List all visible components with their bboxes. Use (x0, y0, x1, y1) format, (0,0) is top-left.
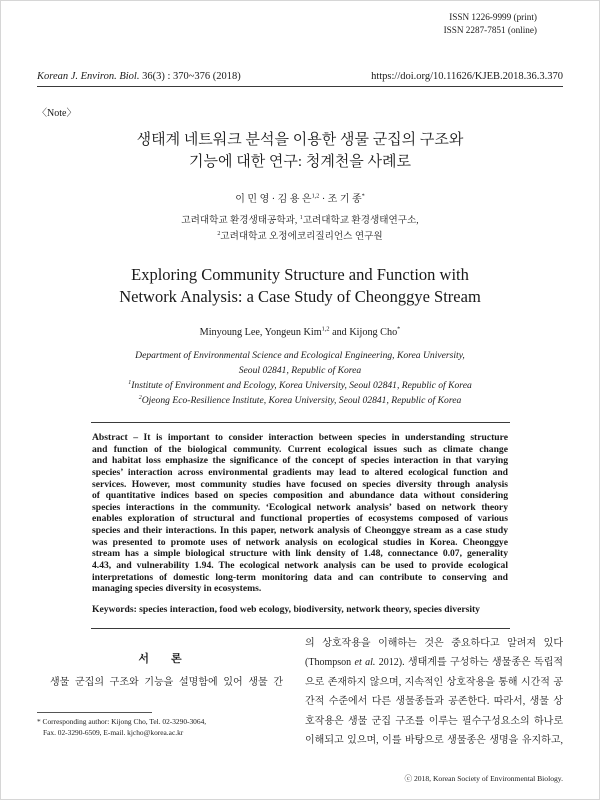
abstract-line: stream has a simple biological structure with link density of 1.48, connectance 0.07, generality (92, 548, 508, 560)
english-title (0, 264, 600, 308)
korean-title-line: 기능에 대한 연구: 청계천을 사례로 (188, 154, 412, 170)
affiliation-line (0, 213, 600, 229)
affiliation-line (0, 378, 600, 393)
affiliation-text: 고려대학교 환경생태연구소, (302, 215, 419, 226)
abstract-line: was presented to promote uses of network analysis on ecological studies in Korea. Cheonggye (92, 536, 508, 548)
abstract-dash: – (133, 432, 139, 443)
author-name: 김 용 은 (277, 194, 312, 205)
journal-citation (37, 70, 241, 84)
abstract-line: 4.43, and vulnerability 1.94. The ecological network analysis can be used to provide ecological (92, 560, 508, 572)
abstract-label: Abstract (92, 432, 128, 443)
body-line: 호작용은 생물 군집 구조를 이루는 필수구성요소의 하나로 (305, 715, 563, 727)
article-type: 〈Note〉 (37, 108, 77, 119)
left-column-paragraph (37, 676, 283, 690)
affiliation-line: Seoul 02841, Republic of Korea (238, 365, 362, 376)
copyright-notice: ⓒ 2018, Korean Society of Environmental Biology. (404, 774, 563, 783)
english-title-line: Exploring Community Structure and Function with (131, 265, 469, 284)
author-conjunction: and (332, 327, 347, 338)
email-link[interactable]: kjcho@korea.ac.kr (127, 728, 184, 737)
affiliation-mark: 2 (138, 394, 142, 401)
body-line: 생물 군집의 구조와 기능을 설명함에 있어 생물 간 (50, 677, 283, 688)
abstract-line: of quantitative indices based on species composition and abundance data without considering (92, 490, 508, 502)
english-affiliations (0, 348, 600, 408)
affiliation-text: Ojeong Eco-Resilience Institute, Korea University, Seoul 02841, Republic of Korea (141, 395, 462, 406)
author-separator: · (321, 194, 326, 205)
keywords-bottom-rule (91, 628, 510, 629)
affiliation-text: Institute of Environment and Ecology, Korea University, Seoul 02841, Republic of Korea (131, 380, 472, 391)
author-name: 이 민 영 (235, 194, 270, 205)
affiliation-text: 고려대학교 오정에코리질리언스 연구원 (220, 231, 383, 242)
korean-title (0, 129, 600, 173)
affiliation-mark: 1 (128, 379, 132, 386)
abstract-line: species and their interactions. In this paper, network analysis of Cheonggye stream as a case study (92, 525, 508, 537)
english-title-line: Network Analysis: a Case Study of Cheonggye Stream (119, 287, 481, 306)
issn-print: ISSN 1226-9999 (print) (449, 12, 537, 22)
corresponding-mark: * (397, 325, 401, 333)
abstract-text: It is important to consider interaction between species in understanding structure (143, 432, 508, 443)
doi-link[interactable]: https://doi.org/10.11626/KJEB.2018.36.3.370 (371, 71, 563, 82)
body-line (305, 653, 563, 672)
citation-author: (Thompson (305, 657, 352, 669)
journal-name: Korean J. Environ. Biol. (37, 71, 140, 82)
abstract-line: species interactions in the community. ‘Ecological network analysis’ based on network theory (92, 501, 508, 513)
footnote-fax: Fax. 02-3290-6509, E-mail. (43, 728, 126, 737)
abstract-line: species’ interaction across environmental gradients may lead to altered ecological function and (92, 466, 508, 478)
keywords-text: species interaction, food web ecology, biodiversity, network theory, species diversity (139, 604, 480, 615)
section-heading: 서 론 (138, 653, 182, 665)
author-name: Minyoung Lee, Yongeun Kim (199, 327, 322, 338)
affiliation-line (0, 229, 600, 245)
affiliation-line (0, 393, 600, 408)
footnote-line: * Corresponding author: Kijong Cho, Tel. 02-3290-3064, (37, 717, 207, 726)
abstract-line: and function of the biological community. Current ecological issues such as climate change (92, 443, 508, 455)
running-header (37, 70, 563, 84)
footnote-line (37, 727, 287, 738)
footnote-rule (37, 712, 152, 713)
body-line: 간적 수준에서 다른 생물종들과 공존한다. 따라서, 생물 상 (305, 696, 563, 708)
korean-authors (0, 193, 600, 207)
issn-online: ISSN 2287-7851 (online) (443, 25, 537, 35)
body-line: 으로 존재하지 않으며, 지속적인 상호작용을 통해 시간적 공 (305, 676, 563, 688)
english-authors (0, 326, 600, 340)
affiliation-line: Department of Environmental Science and Ecological Engineering, Korea University, (135, 350, 465, 361)
body-line: 이해되고 있으며, 이를 바탕으로 생물종은 생명을 유지하고, (305, 734, 563, 746)
author-name: Kijong Cho (349, 327, 398, 338)
korean-title-line: 생태계 네트워크 분석을 이용한 생물 군집의 구조와 (136, 132, 464, 148)
corresponding-author-footnote (37, 716, 287, 738)
abstract (92, 432, 508, 595)
abstract-line: managing species diversity in ecosystems. (92, 583, 262, 595)
affiliation-mark: 2 (217, 230, 221, 237)
header-rule (37, 86, 563, 87)
affiliation-mark: 1,2 (321, 325, 330, 333)
author-separator: · (271, 194, 276, 205)
affiliation-mark: 1 (299, 214, 303, 221)
keywords-label: Keywords: (92, 604, 137, 615)
right-column-paragraph (305, 634, 563, 750)
author-name: 조 기 종 (327, 194, 362, 205)
keywords (92, 604, 508, 616)
citation-et-al: et al. (354, 657, 376, 669)
affiliation-mark: 1,2 (311, 192, 320, 200)
issue-pages: 36(3) : 370~376 (2018) (142, 71, 241, 82)
abstract-line: interpretations of domestic long-term monitoring data and can contribute to conserving and (92, 571, 508, 583)
abstract-line: enables exploration of structural and functional properties of ecosystems composed of various (92, 513, 508, 525)
corresponding-mark: * (361, 192, 365, 200)
abstract-top-rule (91, 422, 510, 423)
abstract-line: services. However, most community studies have focused on species diversity through analysis (92, 478, 508, 490)
body-line: 의 상호작용을 이해하는 것은 중요하다고 알려져 있다 (305, 638, 563, 649)
abstract-line: and habitat loss emphasize the significance of the concept of species interaction in that varying (92, 455, 508, 467)
abstract-line (92, 432, 508, 444)
korean-affiliations (0, 213, 600, 245)
issn-block (444, 11, 537, 37)
affiliation-text: 고려대학교 환경생태공학과, (181, 215, 298, 226)
body-text: 2012). 생태계를 구성하는 생물종은 독립적 (378, 657, 563, 669)
